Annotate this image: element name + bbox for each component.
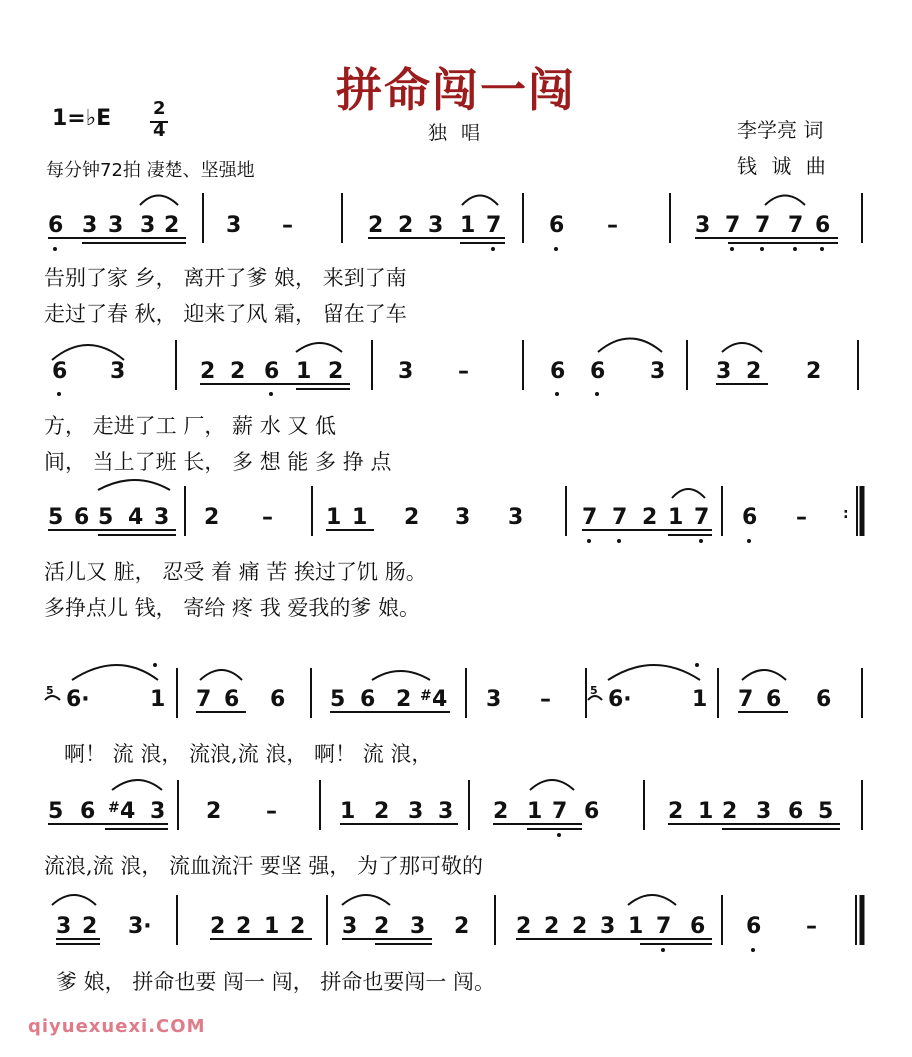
svg-text:2: 2: [82, 914, 98, 939]
svg-text:2: 2: [200, 359, 216, 384]
svg-text:2: 2: [230, 359, 246, 384]
svg-text:–: –: [262, 505, 273, 530]
svg-text:2: 2: [722, 799, 738, 824]
svg-text:6: 6: [742, 505, 758, 530]
svg-text:2: 2: [236, 914, 252, 939]
svg-text:5: 5: [98, 505, 114, 530]
svg-text:3: 3: [756, 799, 772, 824]
svg-text:2: 2: [404, 505, 420, 530]
lyric-row-2-verse-2: 间， 当上了班 长， 多 想 能 多 挣 点: [44, 450, 392, 474]
svg-text:1: 1: [340, 799, 356, 824]
svg-text:7: 7: [196, 687, 212, 712]
svg-text:1: 1: [326, 505, 342, 530]
svg-text:6: 6: [74, 505, 90, 530]
svg-text:3: 3: [150, 799, 166, 824]
svg-text:1: 1: [628, 914, 644, 939]
svg-text:2: 2: [746, 359, 762, 384]
svg-text:2: 2: [454, 914, 470, 939]
svg-text:6: 6: [52, 359, 68, 384]
svg-text::: :: [843, 506, 849, 522]
svg-text:7: 7: [725, 213, 741, 238]
svg-text:1: 1: [264, 914, 280, 939]
svg-text:1: 1: [460, 213, 476, 238]
svg-text:6: 6: [690, 914, 706, 939]
svg-text:3: 3: [650, 359, 666, 384]
svg-text:1: 1: [296, 359, 312, 384]
lyric-row-2-verse-1: 方， 走进了工 厂， 薪 水 又 低: [44, 414, 337, 438]
svg-text:3: 3: [408, 799, 424, 824]
lyric-row-1-verse-1: 告别了家 乡， 离开了爹 娘， 来到了南: [44, 266, 407, 290]
svg-text:7: 7: [694, 505, 710, 530]
svg-text:7: 7: [582, 505, 598, 530]
svg-text:5: 5: [330, 687, 346, 712]
svg-text:3: 3: [140, 213, 156, 238]
svg-text:7: 7: [552, 799, 568, 824]
svg-text:6: 6: [590, 359, 606, 384]
svg-text:6: 6: [815, 213, 831, 238]
svg-text:7: 7: [755, 213, 771, 238]
svg-text:4: 4: [432, 687, 448, 712]
svg-text:6·: 6·: [66, 687, 90, 712]
svg-text:3: 3: [428, 213, 444, 238]
svg-text:3: 3: [226, 213, 242, 238]
svg-text:1: 1: [150, 687, 166, 712]
svg-text:3: 3: [110, 359, 126, 384]
svg-text:3: 3: [438, 799, 454, 824]
svg-text:3: 3: [82, 213, 98, 238]
svg-text:2: 2: [516, 914, 532, 939]
svg-text:3: 3: [410, 914, 426, 939]
composer: 钱 诚 曲: [737, 154, 830, 178]
svg-text:7: 7: [486, 213, 502, 238]
svg-text:2: 2: [210, 914, 226, 939]
svg-text:–: –: [796, 505, 807, 530]
svg-text:2: 2: [328, 359, 344, 384]
svg-text:3: 3: [600, 914, 616, 939]
svg-text:6: 6: [224, 687, 240, 712]
svg-text:6: 6: [746, 914, 762, 939]
svg-text:5: 5: [48, 799, 64, 824]
svg-text:3: 3: [342, 914, 358, 939]
svg-text:3: 3: [108, 213, 124, 238]
svg-text:1: 1: [698, 799, 714, 824]
svg-text:–: –: [458, 359, 469, 384]
svg-text:–: –: [607, 213, 618, 238]
svg-text:2: 2: [642, 505, 658, 530]
svg-text:2: 2: [806, 359, 822, 384]
svg-text:1: 1: [692, 687, 708, 712]
svg-text:5: 5: [48, 505, 64, 530]
svg-text:6·: 6·: [608, 687, 632, 712]
svg-text:7: 7: [612, 505, 628, 530]
svg-text:5: 5: [46, 684, 54, 697]
svg-text:2: 2: [164, 213, 180, 238]
lyric-row-4: 啊！ 流 浪， 流浪,流 浪， 啊！ 流 浪，: [64, 742, 433, 766]
svg-text:5: 5: [818, 799, 834, 824]
svg-text:2: 2: [368, 213, 384, 238]
svg-text:3·: 3·: [128, 914, 152, 939]
song-title: 拼命闯一闯: [336, 63, 576, 117]
svg-text:6: 6: [48, 213, 64, 238]
svg-text:2: 2: [290, 914, 306, 939]
time-denominator: 4: [153, 120, 166, 141]
svg-text:2: 2: [493, 799, 509, 824]
svg-text:4: 4: [120, 799, 136, 824]
svg-text:–: –: [806, 914, 817, 939]
key-signature: 1=♭E: [52, 106, 112, 131]
lyric-row-5: 流浪,流 浪， 流血流汗 要坚 强， 为了那可敬的: [44, 854, 484, 878]
svg-text:6: 6: [270, 687, 286, 712]
svg-text:3: 3: [716, 359, 732, 384]
svg-text:6: 6: [80, 799, 96, 824]
svg-text:1: 1: [352, 505, 368, 530]
svg-text:6: 6: [816, 687, 832, 712]
svg-text:–: –: [540, 687, 551, 712]
svg-text:6: 6: [264, 359, 280, 384]
svg-text:4: 4: [128, 505, 144, 530]
site-watermark: qiyuexuexi.COM: [28, 1016, 206, 1037]
svg-text:2: 2: [668, 799, 684, 824]
svg-text:#: #: [108, 800, 120, 816]
svg-text:–: –: [266, 799, 277, 824]
svg-text:1: 1: [668, 505, 684, 530]
svg-text:3: 3: [56, 914, 72, 939]
svg-text:3: 3: [455, 505, 471, 530]
performance-type: 独 唱: [428, 122, 485, 144]
svg-text:2: 2: [204, 505, 220, 530]
svg-text:7: 7: [656, 914, 672, 939]
svg-text:7: 7: [738, 687, 754, 712]
svg-text:1: 1: [527, 799, 543, 824]
svg-text:3: 3: [508, 505, 524, 530]
svg-text:2: 2: [374, 914, 390, 939]
svg-text:6: 6: [360, 687, 376, 712]
svg-text:–: –: [282, 213, 293, 238]
tempo-marking: 每分钟72拍 凄楚、坚强地: [46, 160, 255, 181]
svg-text:6: 6: [550, 359, 566, 384]
svg-text:2: 2: [544, 914, 560, 939]
time-numerator: 2: [153, 98, 166, 119]
svg-text:6: 6: [788, 799, 804, 824]
svg-text:3: 3: [154, 505, 170, 530]
svg-text:6: 6: [766, 687, 782, 712]
svg-text:3: 3: [486, 687, 502, 712]
lyricist: 李学亮 词: [737, 118, 824, 142]
lyric-row-3-verse-2: 多挣点儿 钱， 寄给 疼 我 爱我的爹 娘。: [44, 596, 421, 620]
svg-text:6: 6: [549, 213, 565, 238]
svg-text:5: 5: [590, 684, 598, 697]
svg-text:2: 2: [374, 799, 390, 824]
lyric-row-6: 爹 娘， 拼命也要 闯一 闯， 拼命也要闯一 闯。: [56, 970, 496, 994]
svg-text:#: #: [420, 688, 432, 704]
svg-text:2: 2: [396, 687, 412, 712]
svg-text:2: 2: [206, 799, 222, 824]
svg-text:2: 2: [398, 213, 414, 238]
svg-text:7: 7: [788, 213, 804, 238]
svg-text:3: 3: [398, 359, 414, 384]
svg-text:6: 6: [584, 799, 600, 824]
svg-text:3: 3: [695, 213, 711, 238]
lyric-row-1-verse-2: 走过了春 秋， 迎来了风 霜， 留在了车: [44, 302, 407, 326]
svg-text:2: 2: [572, 914, 588, 939]
lyric-row-3-verse-1: 活儿又 脏， 忍受 着 痛 苦 挨过了饥 肠。: [44, 560, 427, 584]
